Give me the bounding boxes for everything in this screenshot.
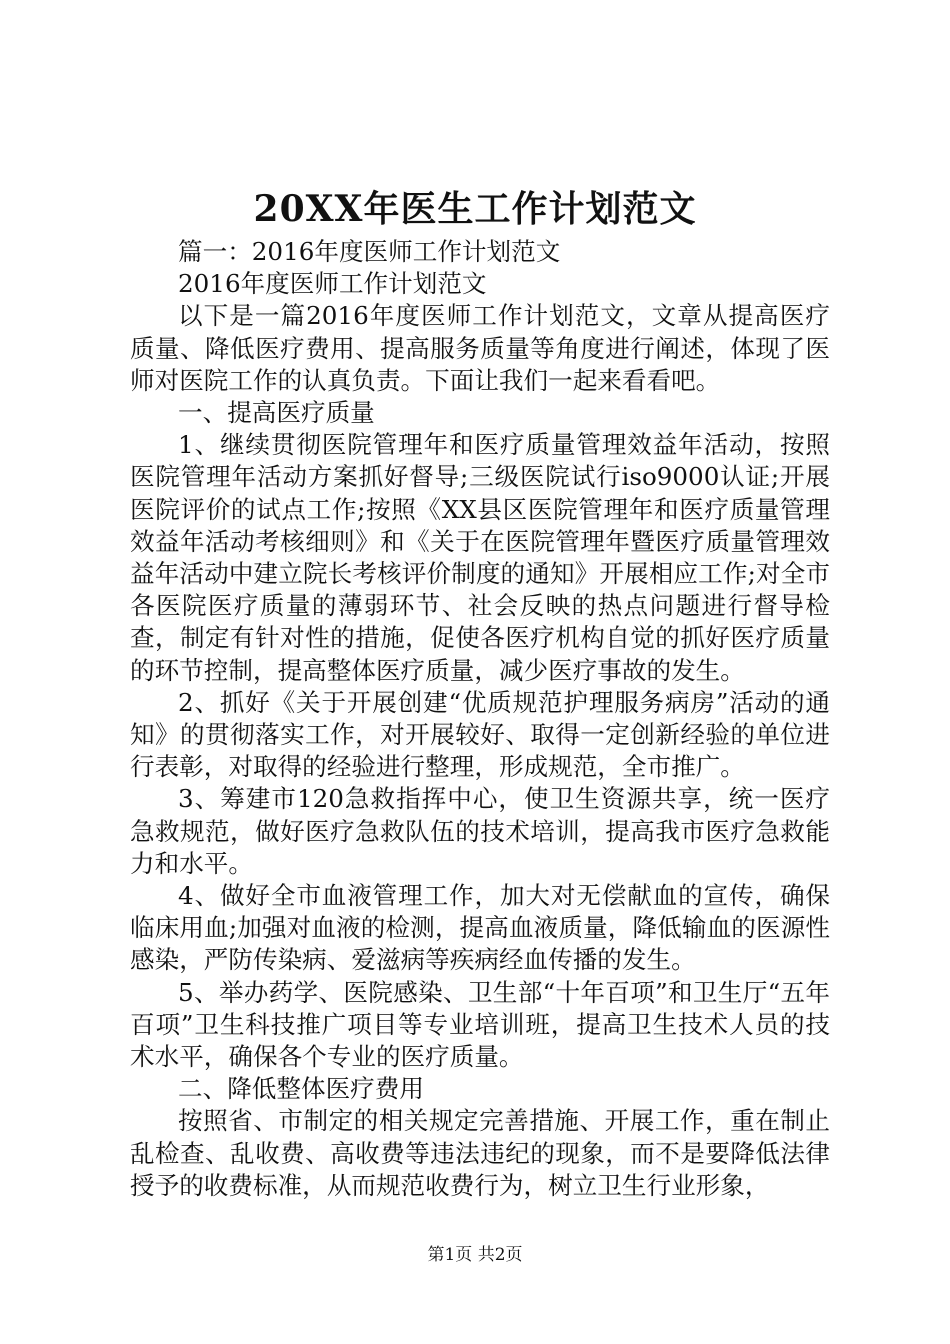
document-title: 20XX年医生工作计划范文 bbox=[253, 188, 697, 230]
paragraph-item-4: 4、做好全市血液管理工作，加大对无偿献血的宣传，确保临床用血;加强对血液的检测，提高血液质量，降低输血的医源性感染，严防传染病、爱滋病等疾病经血传播的发生。 bbox=[130, 881, 830, 975]
section-heading-2: 二、降低整体医疗费用 bbox=[178, 1074, 424, 1104]
page-footer: 第1页 共2页 bbox=[427, 1245, 523, 1265]
intro-paragraph: 以下是一篇2016年度医师工作计划范文，文章从提高医疗质量、降低医疗费用、提高服务质量等角度进行阐述，体现了医师对医院工作的认真负责。下面让我们一起来看看吧。 bbox=[130, 301, 830, 395]
paragraph-item-1: 1、继续贯彻医院管理年和医疗质量管理效益年活动，按照医院管理年活动方案抓好督导;三级医院试行iso9000认证;开展医院评价的试点工作;按照《XX县区医院管理年和医疗质量管理效益年活动考核细则》和《关于在医院管理年暨医疗质量管理效益年活动中建立院长考核评价制度的通知》开展相应工作;对全市各医院医疗质量的薄弱环节、社会反映的热点问题进行督导检查，制定有针对性的措施，促使各医疗机构自觉的抓好医疗质量的环节控制，提高整体医疗质量，减少医疗事故的发生。 bbox=[130, 430, 830, 685]
paragraph-item-5: 5、举办药学、医院感染、卫生部“十年百项”和卫生厅“五年百项”卫生科技推广项目等专业培训班，提高卫生技术人员的技术水平，确保各个专业的医疗质量。 bbox=[130, 977, 830, 1072]
document-body bbox=[130, 236, 830, 1202]
paragraph-cost: 按照省、市制定的相关规定完善措施、开展工作，重在制止乱检查、乱收费、高收费等违法违纪的现象，而不是要降低法律授予的收费标准，从而规范收费行为，树立卫生行业形象， bbox=[130, 1106, 830, 1200]
paragraph-item-3: 3、筹建市120急救指挥中心，使卫生资源共享，统一医疗急救规范，做好医疗急救队伍的技术培训，提高我市医疗急救能力和水平。 bbox=[130, 784, 830, 878]
subtitle: 2016年度医师工作计划范文 bbox=[178, 269, 487, 299]
section-heading-1: 一、提高医疗质量 bbox=[178, 398, 375, 428]
section-heading-part-one: 篇一：2016年度医师工作计划范文 bbox=[178, 237, 561, 266]
paragraph-item-2: 2、抓好《关于开展创建“优质规范护理服务病房”活动的通知》的贯彻落实工作，对开展较好、取得一定创新经验的单位进行表彰，对取得的经验进行整理，形成规范，全市推广。 bbox=[130, 687, 830, 782]
